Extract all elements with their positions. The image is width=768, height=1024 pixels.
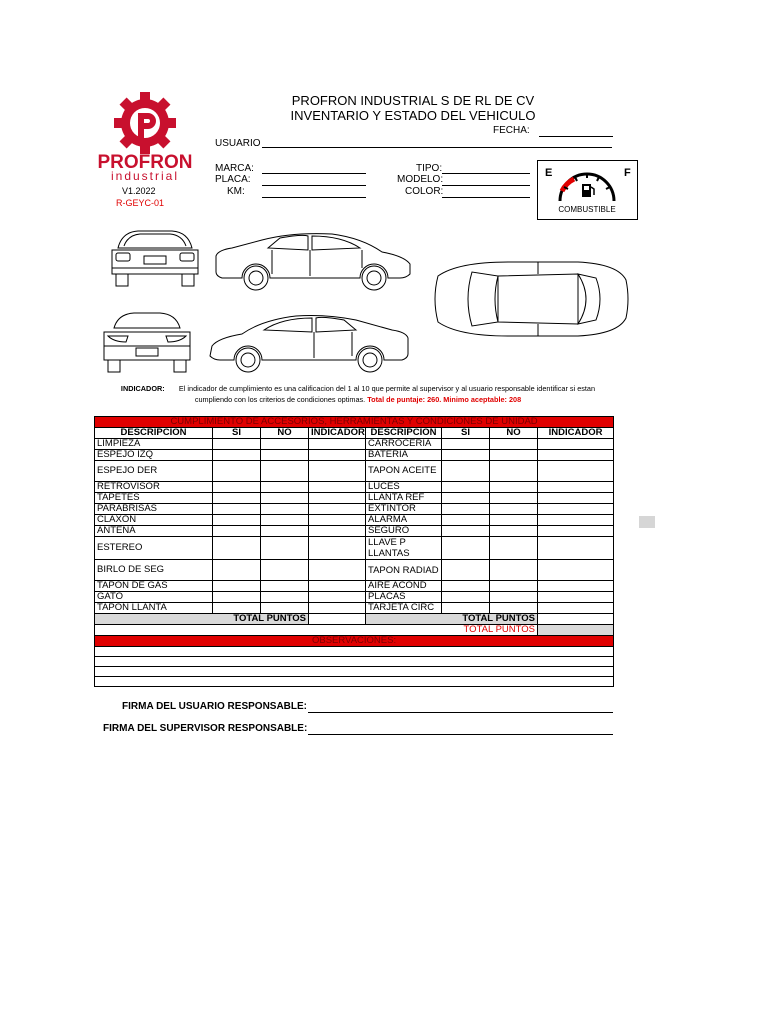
supervisor-signature-field[interactable] <box>308 734 613 735</box>
right-item-indicator-cell[interactable] <box>538 439 614 450</box>
gear-logo-icon <box>100 92 190 154</box>
grand-total-value[interactable] <box>538 625 614 636</box>
left-item-si-cell[interactable] <box>213 504 261 515</box>
left-item-indicator-cell[interactable] <box>309 439 366 450</box>
fecha-label: FECHA: <box>493 125 530 136</box>
total-right-label: TOTAL PUNTOS <box>366 614 538 625</box>
fuel-full-label: F <box>624 167 631 179</box>
observation-line[interactable] <box>95 647 614 657</box>
tipo-field[interactable] <box>442 173 530 174</box>
right-item-si-cell[interactable] <box>442 537 490 560</box>
marca-field[interactable] <box>262 173 366 174</box>
left-item-no-cell[interactable] <box>261 515 309 526</box>
table-row <box>95 515 614 526</box>
observation-line-cell[interactable] <box>95 647 614 657</box>
usuario-field[interactable] <box>262 147 612 148</box>
table-row <box>95 461 614 482</box>
user-signature-field[interactable] <box>308 712 613 713</box>
car-top-view-icon[interactable] <box>428 258 632 340</box>
right-item-si-cell[interactable] <box>442 493 490 504</box>
left-item-description: RETROVISOR <box>95 482 213 493</box>
left-item-indicator-cell[interactable] <box>309 504 366 515</box>
left-item-indicator-cell[interactable] <box>309 493 366 504</box>
left-item-si-cell[interactable] <box>213 526 261 537</box>
total-left-value[interactable] <box>309 614 366 625</box>
left-item-si-cell[interactable] <box>213 581 261 592</box>
right-item-indicator-cell[interactable] <box>538 592 614 603</box>
right-item-indicator-cell[interactable] <box>538 515 614 526</box>
right-item-description: EXTINTOR <box>366 504 442 515</box>
left-item-indicator-cell[interactable] <box>309 603 366 614</box>
left-item-si-cell[interactable] <box>213 493 261 504</box>
left-item-si-cell[interactable] <box>213 603 261 614</box>
table-header-row <box>95 428 614 439</box>
observations-header: OBSERVACIONES: <box>95 636 614 647</box>
column-header: DESCRIPCION <box>366 428 442 439</box>
left-item-description: BIRLO DE SEG <box>95 560 213 581</box>
fuel-empty-label: E <box>545 167 553 179</box>
right-item-si-cell[interactable] <box>442 461 490 482</box>
table-row <box>95 526 614 537</box>
user-signature-label: FIRMA DEL USUARIO RESPONSABLE: <box>122 701 308 712</box>
right-item-indicator-cell[interactable] <box>538 560 614 581</box>
right-item-no-cell[interactable] <box>490 592 538 603</box>
indicator-note <box>108 383 608 405</box>
right-item-si-cell[interactable] <box>442 526 490 537</box>
right-item-description: LLANTA REF <box>366 493 442 504</box>
right-item-no-cell[interactable] <box>490 493 538 504</box>
right-item-description: TAPON RADIAD <box>366 560 442 581</box>
color-field[interactable] <box>442 197 530 198</box>
column-header: SI <box>213 428 261 439</box>
right-item-si-cell[interactable] <box>442 482 490 493</box>
table-row <box>95 581 614 592</box>
logo-brand: PROFRON <box>97 152 193 173</box>
right-item-indicator-cell[interactable] <box>538 526 614 537</box>
version-label: V1.2022 <box>122 186 156 196</box>
document-title: INVENTARIO Y ESTADO DEL VEHICULO <box>290 108 536 123</box>
right-item-description: BATERIA <box>366 450 442 461</box>
fuel-gauge-label: COMBUSTIBLE <box>558 205 616 214</box>
right-item-indicator-cell[interactable] <box>538 603 614 614</box>
left-item-indicator-cell[interactable] <box>309 537 366 560</box>
usuario-label: USUARIO <box>215 138 261 149</box>
right-item-si-cell[interactable] <box>442 581 490 592</box>
left-item-description: ESPEJO DER <box>95 461 213 482</box>
left-item-description: ANTENA <box>95 526 213 537</box>
left-item-description: GATO <box>95 592 213 603</box>
right-item-description: TARJETA CIRC <box>366 603 442 614</box>
compliance-table <box>94 416 614 687</box>
left-item-no-cell[interactable] <box>261 526 309 537</box>
placa-label: PLACA: <box>215 174 251 185</box>
fuel-gauge-dial-icon <box>538 161 636 205</box>
table-row <box>95 450 614 461</box>
right-item-description: TAPON ACEITE <box>366 461 442 482</box>
left-item-no-cell[interactable] <box>261 537 309 560</box>
right-item-no-cell[interactable] <box>490 526 538 537</box>
indicator-text: El indicador de cumplimiento es una calificacion del 1 al 10 que permite al supervisor y al usuario responsable identificar si estan cumpliendo con los criterios de condiciones optimas. <box>178 384 596 404</box>
right-item-no-cell[interactable] <box>490 439 538 450</box>
left-item-no-cell[interactable] <box>261 504 309 515</box>
right-item-description: LUCES <box>366 482 442 493</box>
left-item-si-cell[interactable] <box>213 537 261 560</box>
scroll-handle[interactable] <box>639 516 655 528</box>
fuel-gauge[interactable] <box>537 160 638 220</box>
right-item-no-cell[interactable] <box>490 537 538 560</box>
table-row <box>95 493 614 504</box>
left-item-indicator-cell[interactable] <box>309 515 366 526</box>
column-header: DESCRIPCION <box>95 428 213 439</box>
left-item-description: CLAXON <box>95 515 213 526</box>
color-label: COLOR: <box>405 186 444 197</box>
tipo-label: TIPO: <box>416 163 443 174</box>
modelo-field[interactable] <box>442 185 530 186</box>
column-header: SI <box>442 428 490 439</box>
left-item-no-cell[interactable] <box>261 439 309 450</box>
left-item-indicator-cell[interactable] <box>309 482 366 493</box>
table-row <box>95 504 614 515</box>
left-item-description: ESPEJO IZQ <box>95 450 213 461</box>
observation-line-cell[interactable] <box>95 667 614 677</box>
placa-field[interactable] <box>262 185 366 186</box>
car-right-side-icon[interactable] <box>206 310 412 374</box>
left-item-no-cell[interactable] <box>261 560 309 581</box>
indicator-highlight: Total de puntaje: 260. Minimo aceptable: 208 <box>367 395 522 404</box>
observation-line[interactable] <box>95 657 614 667</box>
right-item-no-cell[interactable] <box>490 560 538 581</box>
left-item-description: TAPON LLANTA <box>95 603 213 614</box>
left-item-no-cell[interactable] <box>261 581 309 592</box>
form-code: R-GEYC-01 <box>116 198 165 208</box>
left-item-si-cell[interactable] <box>213 439 261 450</box>
total-left-label: TOTAL PUNTOS <box>95 614 309 625</box>
observation-line-cell[interactable] <box>95 677 614 687</box>
column-header: INDICADOR <box>309 428 366 439</box>
table-row <box>95 603 614 614</box>
right-item-description: PLACAS <box>366 592 442 603</box>
left-item-no-cell[interactable] <box>261 482 309 493</box>
right-item-no-cell[interactable] <box>490 515 538 526</box>
grand-total-label: TOTAL PUNTOS <box>95 625 538 636</box>
left-item-indicator-cell[interactable] <box>309 526 366 537</box>
observation-line[interactable] <box>95 677 614 687</box>
right-item-indicator-cell[interactable] <box>538 581 614 592</box>
car-front-view-icon[interactable] <box>100 310 194 376</box>
table-row <box>95 592 614 603</box>
right-item-si-cell[interactable] <box>442 504 490 515</box>
km-field[interactable] <box>262 197 366 198</box>
grand-total-row <box>95 625 614 636</box>
column-header: NO <box>261 428 309 439</box>
right-item-description: CARROCERIA <box>366 439 442 450</box>
right-item-si-cell[interactable] <box>442 603 490 614</box>
left-item-description: TAPETES <box>95 493 213 504</box>
table-row <box>95 482 614 493</box>
right-item-si-cell[interactable] <box>442 450 490 461</box>
right-item-si-cell[interactable] <box>442 515 490 526</box>
observation-line[interactable] <box>95 667 614 677</box>
right-item-description: AIRE ACOND <box>366 581 442 592</box>
column-header: NO <box>490 428 538 439</box>
table-row <box>95 560 614 581</box>
logo-subtitle: industrial <box>110 169 180 183</box>
right-item-no-cell[interactable] <box>490 450 538 461</box>
left-item-no-cell[interactable] <box>261 603 309 614</box>
right-item-no-cell[interactable] <box>490 581 538 592</box>
table-row <box>95 439 614 450</box>
car-rear-view-icon[interactable] <box>108 228 202 292</box>
table-row <box>95 537 614 560</box>
company-name: PROFRON INDUSTRIAL S DE RL DE CV <box>291 93 535 108</box>
left-item-si-cell[interactable] <box>213 461 261 482</box>
right-item-description: ALARMA <box>366 515 442 526</box>
left-item-description: ESTEREO <box>95 537 213 560</box>
left-item-si-cell[interactable] <box>213 515 261 526</box>
right-item-si-cell[interactable] <box>442 592 490 603</box>
modelo-label: MODELO: <box>397 174 444 185</box>
left-item-si-cell[interactable] <box>213 450 261 461</box>
observation-line-cell[interactable] <box>95 657 614 667</box>
left-item-no-cell[interactable] <box>261 461 309 482</box>
total-row <box>95 614 614 625</box>
left-item-description: TAPON DE GAS <box>95 581 213 592</box>
left-item-indicator-cell[interactable] <box>309 461 366 482</box>
left-item-description: LIMPIEZA <box>95 439 213 450</box>
observations-header-row <box>95 636 614 647</box>
right-item-indicator-cell[interactable] <box>538 537 614 560</box>
fecha-field[interactable] <box>539 136 613 137</box>
marca-label: MARCA: <box>215 163 254 174</box>
left-item-no-cell[interactable] <box>261 592 309 603</box>
right-item-description: SEGURO <box>366 526 442 537</box>
total-right-value[interactable] <box>538 614 614 625</box>
right-item-no-cell[interactable] <box>490 482 538 493</box>
right-item-description: LLAVE P LLANTAS <box>366 537 442 560</box>
right-item-no-cell[interactable] <box>490 504 538 515</box>
right-item-si-cell[interactable] <box>442 560 490 581</box>
car-left-side-icon[interactable] <box>212 228 414 292</box>
left-item-si-cell[interactable] <box>213 592 261 603</box>
table-title: CUMPLIMIENTO DE ACCESORIOS, HERRAMIENTAS Y CONDICIONES DE UNIDAD <box>95 417 614 428</box>
left-item-indicator-cell[interactable] <box>309 592 366 603</box>
left-item-indicator-cell[interactable] <box>309 450 366 461</box>
left-item-description: PARABRISAS <box>95 504 213 515</box>
left-item-no-cell[interactable] <box>261 493 309 504</box>
right-item-indicator-cell[interactable] <box>538 450 614 461</box>
left-item-no-cell[interactable] <box>261 450 309 461</box>
right-item-no-cell[interactable] <box>490 461 538 482</box>
right-item-si-cell[interactable] <box>442 439 490 450</box>
supervisor-signature-label: FIRMA DEL SUPERVISOR RESPONSABLE: <box>103 723 308 734</box>
right-item-indicator-cell[interactable] <box>538 493 614 504</box>
right-item-indicator-cell[interactable] <box>538 482 614 493</box>
right-item-indicator-cell[interactable] <box>538 504 614 515</box>
left-item-indicator-cell[interactable] <box>309 560 366 581</box>
left-item-indicator-cell[interactable] <box>309 581 366 592</box>
indicator-label: INDICADOR: <box>120 384 165 393</box>
column-header: INDICADOR <box>538 428 614 439</box>
left-item-si-cell[interactable] <box>213 482 261 493</box>
left-item-si-cell[interactable] <box>213 560 261 581</box>
right-item-indicator-cell[interactable] <box>538 461 614 482</box>
km-label: KM: <box>227 186 245 197</box>
right-item-no-cell[interactable] <box>490 603 538 614</box>
